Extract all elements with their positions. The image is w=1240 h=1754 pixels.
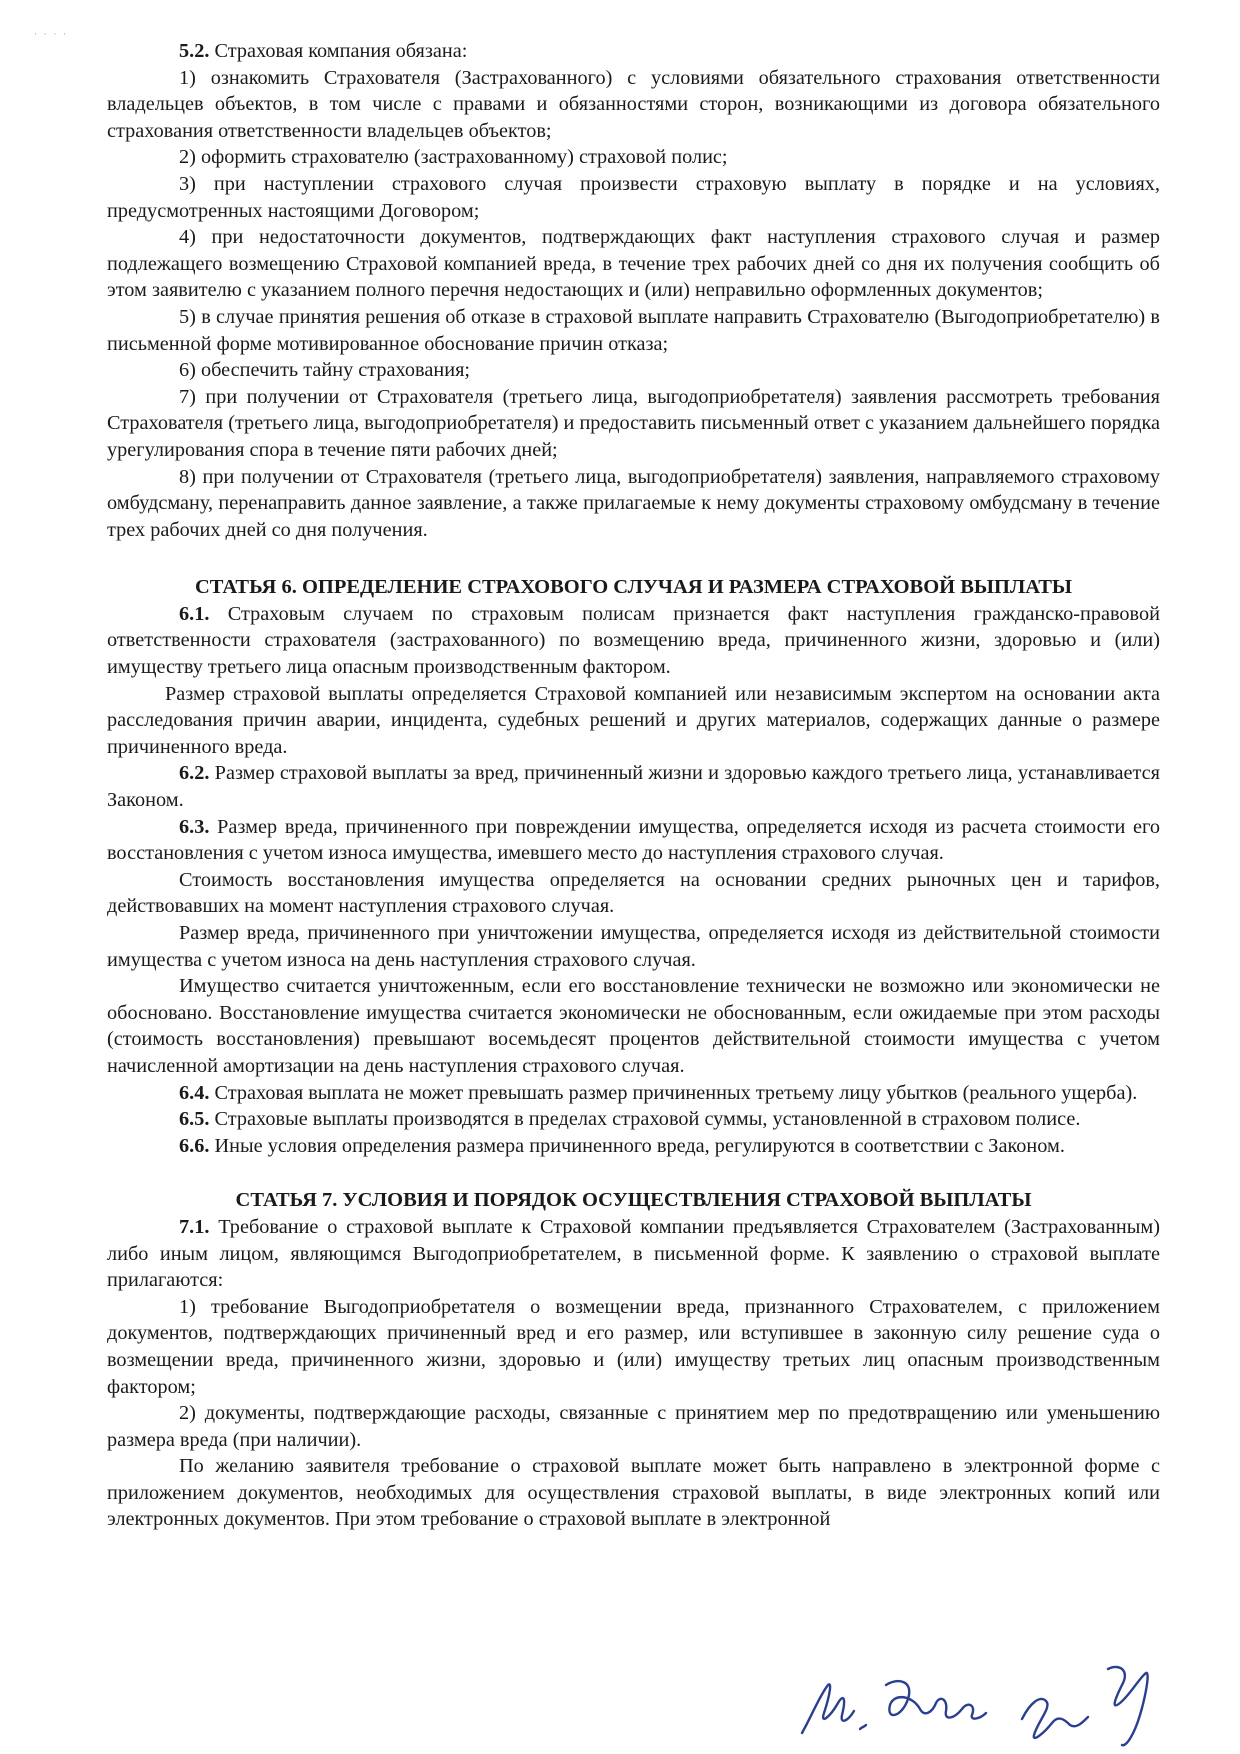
list-item-7-1-2: 2) документы, подтверждающие расходы, связанные с принятием мер по предотвращению или уменьшению размера вреда (при наличии). xyxy=(107,1402,1160,1451)
list-item-5-2-5: 5) в случае принятия решения об отказе в страховой выплате направить Страхователю (Выгодоприобретателю) в письменной форме мотивированное обоснование причин отказа; xyxy=(107,305,1160,355)
list-item-5-2-3: 3) при наступлении страхового случая произвести страховую выплату в порядке и на условиях, предусмотренных настоящими Договором; xyxy=(107,172,1160,222)
list-item-5-2-7: 7) при получении от Страхователя (третьего лица, выгодоприобретателя) заявления рассмотреть требования Страхователя (третьего лица, выгодоприобретателя) и предоставить письменный ответ с указанием дальнейшего порядка урегулирования спора в течение пяти рабочих дней; xyxy=(107,385,1160,461)
list-item-7-1-1: 1) требование Выгодоприобретателя о возмещении вреда, признанного Страхователем, с приложением документов, подтверждающих причиненный вред и его размер, или вступившее в законную силу решение суда о возмещении вреда, причиненного жизни, здоровью и (или) имуществу третьих лиц опасным производственным фактором; xyxy=(107,1295,1160,1398)
section-spacer xyxy=(107,1159,1160,1187)
paragraph-6-3-d: Имущество считается уничтоженным, если его восстановление технически не возможно или экономически не обосновано. Восстановление имущества считается экономически не обоснованным, если ожидаемые при этом расходы (стоимость восстановления) превышают восемьдесят процентов действительной стоимости имущества с учетом начисленной амортизации на день наступления страхового случая. xyxy=(107,975,1160,1077)
section-spacer xyxy=(107,543,1160,574)
list-item-5-2-1: 1) ознакомить Страхователя (Застрахованного) с условиями обязательного страхования ответственности владельцев объектов, в том числе с правами и обязанностями сторон, возникающими из договора обязательного страхования ответственности владельцев объектов; xyxy=(107,66,1160,142)
clause-number: 5.2. xyxy=(179,40,210,62)
article-6-heading: СТАТЬЯ 6. ОПРЕДЕЛЕНИЕ СТРАХОВОГО СЛУЧАЯ И РАЗМЕРА СТРАХОВОЙ ВЫПЛАТЫ xyxy=(194,576,1073,599)
signature-stroke xyxy=(802,1684,854,1733)
scan-marks: · · · · xyxy=(34,30,69,40)
paragraph-6-3-b: Стоимость восстановления имущества определяется на основании средних рыночных цен и тарифов, действовавших на момент наступления страхового случая. xyxy=(107,868,1160,918)
clause-number: 6.3. xyxy=(179,815,210,838)
paragraph-6-6: 6.6. Иные условия определения размера причиненного вреда, регулируются в соответствии с Законом. xyxy=(179,1134,1065,1157)
document-body xyxy=(107,38,1160,1533)
paragraph-7-1-b: По желанию заявителя требование о страховой выплате может быть направлено в электронной форме с приложением документов, необходимых для осуществления страховой выплаты, в виде электронных копий или электронных документов. При этом требование о страховой выплате в электронной xyxy=(107,1455,1160,1531)
clause-number: 6.1. xyxy=(179,602,210,625)
handwritten-signatures xyxy=(790,1655,1200,1750)
list-item-5-2-4: 4) при недостаточности документов, подтверждающих факт наступления страхового случая и размер подлежащего возмещению Страховой компанией вреда, в течение трех рабочих дней со дня их получения сообщить об этом заявителю с указанием полного перечня недостающих и (или) неправильно оформленных документов; xyxy=(107,226,1160,302)
signature-stroke xyxy=(1022,1699,1088,1738)
paragraph-6-2: 6.2. Размер страховой выплаты за вред, причиненный жизни и здоровью каждого третьего лица, устанавливается Законом. xyxy=(107,762,1160,812)
paragraph-6-1-b: Размер страховой выплаты определяется Страховой компанией или независимым экспертом на основании акта расследования причин аварии, инцидента, судебных решений и других материалов, содержащих данные о размере причиненного вреда. xyxy=(107,682,1160,758)
paragraph-6-4: 6.4. Страховая выплата не может превышать размер причиненных третьему лицу убытков (реального ущерба). xyxy=(179,1081,1138,1104)
clause-number: 7.1. xyxy=(179,1215,210,1238)
paragraph-6-5: 6.5. Страховые выплаты производятся в пределах страховой суммы, установленной в страховом полисе. xyxy=(179,1108,1081,1131)
clause-number: 6.6. xyxy=(179,1134,210,1157)
paragraph-5-2: 5.2. Страховая компания обязана: xyxy=(179,40,468,62)
signature-stroke xyxy=(1108,1667,1148,1745)
list-item-5-2-2: 2) оформить страхователю (застрахованному) страховой полис; xyxy=(179,146,728,169)
clause-number: 6.2. xyxy=(179,762,210,785)
paragraph-7-1: 7.1. Требование о страховой выплате к Страховой компании предъявляется Страхователем (Застрахованным) либо иным лицом, являющимся Выгодоприобретателем, в письменной форме. К заявлению о страховой выплате прилагаются: xyxy=(107,1215,1160,1292)
article-7-heading: СТАТЬЯ 7. УСЛОВИЯ И ПОРЯДОК ОСУЩЕСТВЛЕНИЯ СТРАХОВОЙ ВЫПЛАТЫ xyxy=(235,1189,1032,1212)
paragraph-6-1: 6.1. Страховым случаем по страховым полисам признается факт наступления гражданско-правовой ответственности страхователя (застрахованного) по возмещению вреда, причиненного жизни, здоровью и (или) имуществу третьего лица опасным производственным фактором. xyxy=(107,602,1160,679)
signature-stroke xyxy=(886,1681,986,1719)
list-item-5-2-6: 6) обеспечить тайну страхования; xyxy=(179,359,471,382)
clause-number: 6.4. xyxy=(179,1081,210,1104)
clause-number: 6.5. xyxy=(179,1108,210,1131)
paragraph-6-3: 6.3. Размер вреда, причиненного при повреждении имущества, определяется исходя из расчета стоимости его восстановления с учетом износа имущества, имевшего место до наступления страхового случая. xyxy=(107,815,1160,865)
signature-stroke xyxy=(860,1725,866,1729)
list-item-5-2-8: 8) при получении от Страхователя (третьего лица, выгодоприобретателя) заявления, направляемого страховому омбудсману, перенаправить данное заявление, а также прилагаемые к нему документы страховому омбудсману в течение трех рабочих дней со дня получения. xyxy=(107,465,1160,541)
paragraph-6-3-c: Размер вреда, причиненного при уничтожении имущества, определяется исходя из действительной стоимости имущества с учетом износа на день наступления страхового случая. xyxy=(107,922,1160,971)
